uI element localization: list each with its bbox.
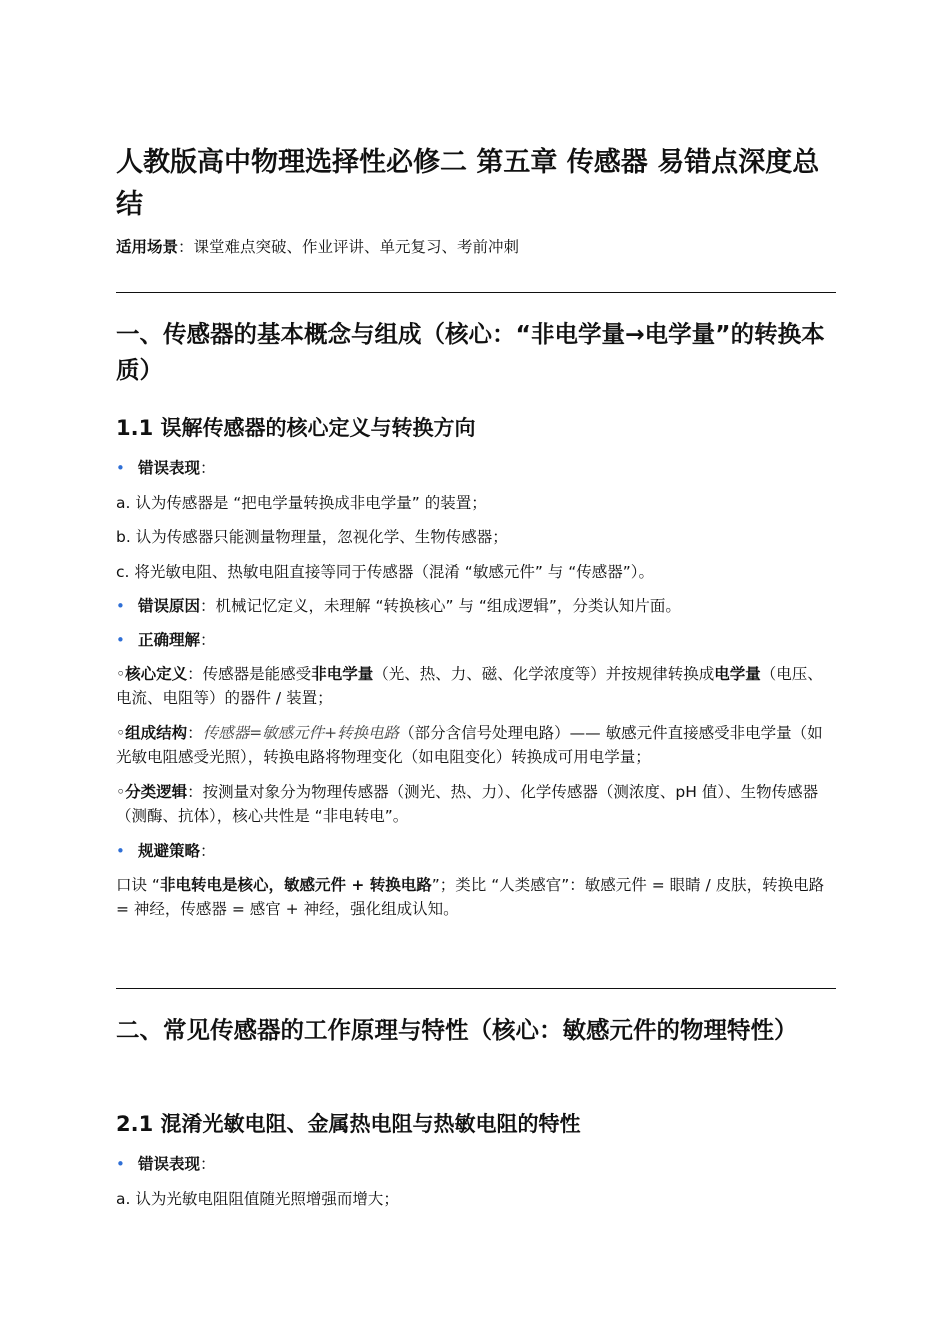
correct-label: 正确理解 [138,631,201,649]
error-bullet [116,456,858,480]
sub-bullet-icon: ◦ [116,665,126,683]
sub-bullet-icon: ◦ [116,783,126,801]
error-item-a-2: a. 认为光敏电阻阻值随光照增强而增大； [116,1190,399,1208]
error-item-c: c. 将光敏电阻、热敏电阻直接等同于传感器（混淆 “敏感元件” 与 “传感器”）。 [116,563,655,581]
error-label-2: 错误表现 [138,1155,201,1173]
error-colon-2: ： [200,1155,216,1173]
scene-line [116,236,836,258]
reason-text: ：机械记忆定义，未理解 “转换核心” 与 “组成逻辑”，分类认知片面。 [200,597,681,615]
struct-formula: 传感器=敏感元件+转换电路 [202,724,400,742]
classify-label: 分类逻辑 [125,783,188,801]
struct-text: （部分含信号处理电路）—— 敏感元件直接感受非电学量（如光敏电阻感受光照），转换电路将物理变化（如电阻变化）转换成可用电学量； [116,724,823,766]
divider-1 [116,292,836,293]
reason-bullet [116,594,858,618]
error-colon: ： [200,459,216,477]
def-label: 核心定义 [125,665,188,683]
classification-logic [116,780,836,828]
correct-colon: ： [200,631,216,649]
scene-text: ：课堂难点突破、作业评讲、单元复习、考前冲刺 [178,238,520,256]
core-definition [116,662,836,710]
divider-2 [116,988,836,989]
def-bold-2: 电学量 [714,665,761,683]
sub-bullet-icon: ◦ [116,724,126,742]
correct-bullet [116,628,858,652]
bullet-dot-icon: • [116,842,125,860]
avoid-label: 规避策略 [138,842,201,860]
struct-colon: ： [187,724,203,742]
section1-sub-heading: 1.1 误解传感器的核心定义与转换方向 [116,416,476,440]
error-bullet-2 [116,1152,858,1176]
def-bold-1: 非电学量 [311,665,374,683]
avoid-bullet [116,839,858,863]
section1-heading: 一、传感器的基本概念与组成（核心：“非电学量→电学量”的转换本质） [116,320,825,384]
bullet-dot-icon: • [116,1155,125,1173]
composition-structure [116,721,836,769]
bullet-dot-icon: • [116,459,125,477]
error-item-b: b. 认为传感器只能测量物理量，忽视化学、生物传感器； [116,528,508,546]
reason-label: 错误原因 [138,597,201,615]
avoid-text-1: 口诀 “ [116,876,160,894]
section2-sub-heading: 2.1 混淆光敏电阻、金属热电阻与热敏电阻的特性 [116,1112,581,1136]
avoid-text-2: ”；类比 “人类感官”：敏感元件 = 眼睛 / 皮肤，转换电路 = 神经，传感器 = 感官 + 神经，强化组成认知。 [116,876,825,918]
def-text-2: （光、热、力、磁、化学浓度等）并按规律转换成 [373,665,715,683]
def-text-3: （电压、电流、电阻等）的器件 / 装置； [116,665,823,707]
error-label: 错误表现 [138,459,201,477]
scene-label: 适用场景 [116,238,179,256]
bullet-dot-icon: • [116,597,125,615]
avoid-bold: 非电转电是核心，敏感元件 + 转换电路 [159,876,432,894]
section2-heading: 二、常见传感器的工作原理与特性（核心：敏感元件的物理特性） [116,1016,798,1044]
def-text-1: ：传感器是能感受 [187,665,312,683]
error-item-a: a. 认为传感器是 “把电学量转换成非电学量” 的装置； [116,494,487,512]
struct-label: 组成结构 [125,724,188,742]
bullet-dot-icon: • [116,631,125,649]
document-title: 人教版高中物理选择性必修二 第五章 传感器 易错点深度总结 [116,147,820,220]
avoid-colon: ： [200,842,216,860]
classify-text: ：按测量对象分为物理传感器（测光、热、力）、化学传感器（测浓度、pH 值）、生物传感器（测酶、抗体），核心共性是 “非电转电”。 [116,783,819,825]
avoid-strategy [116,873,836,921]
